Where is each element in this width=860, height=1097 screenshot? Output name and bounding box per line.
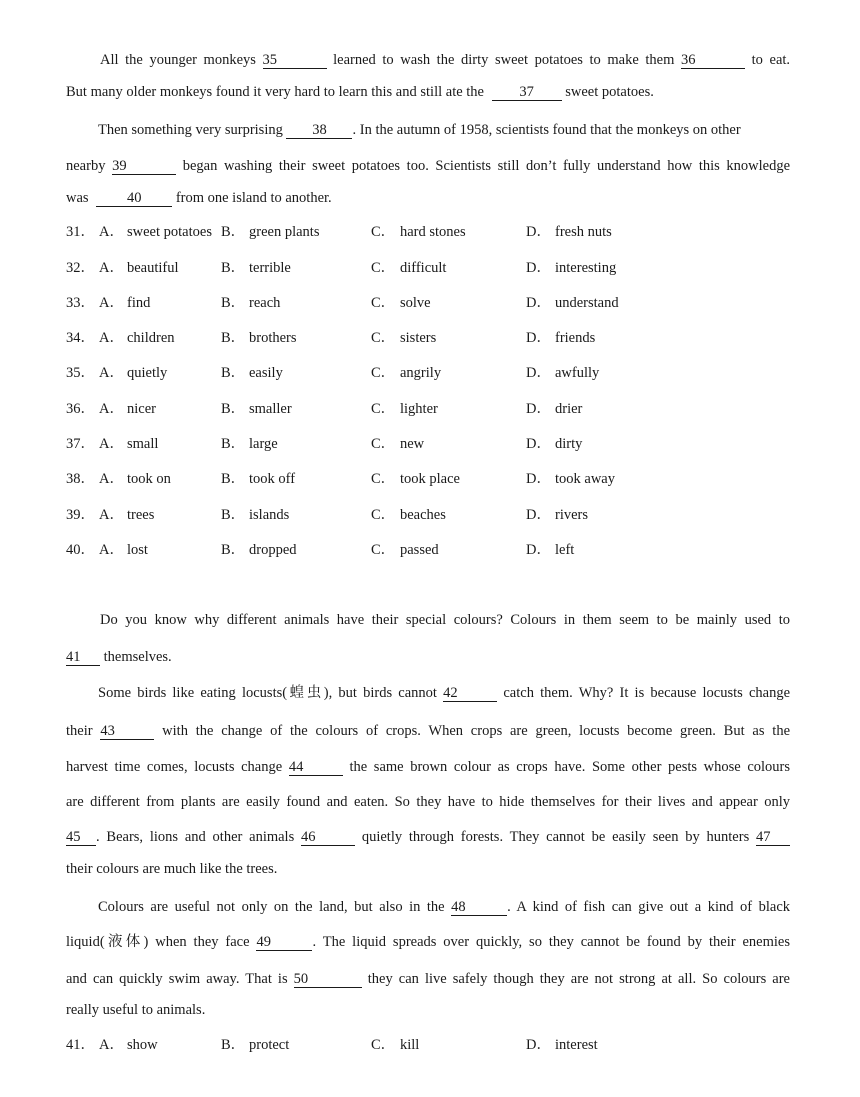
option-text: dropped — [249, 542, 297, 558]
text: . Bears, lions and other animals — [96, 829, 295, 845]
option-text: lost — [127, 542, 148, 558]
question-row — [66, 400, 790, 418]
question-number: 36． — [66, 401, 95, 417]
option-letter: D． — [526, 542, 551, 558]
option-letter: C． — [371, 365, 396, 381]
option-text: sisters — [400, 330, 437, 346]
question-row — [66, 223, 790, 241]
text: . A kind of fish can give out a kind of black — [507, 899, 791, 915]
text: the same brown colour as crops have. Some other pests whose colours — [349, 759, 791, 775]
blank-48: 48 — [451, 900, 507, 916]
option-text: large — [249, 436, 278, 452]
blank-41: 41 — [66, 650, 100, 666]
blank-43: 43 — [100, 724, 154, 740]
option-text: passed — [400, 542, 439, 558]
option-text: trees — [127, 507, 155, 523]
option-text: find — [127, 295, 151, 311]
blank-42: 42 — [443, 686, 497, 702]
passage-line — [66, 648, 790, 666]
passage-line — [100, 611, 790, 629]
option-letter: C． — [371, 260, 396, 276]
blank-46: 46 — [301, 830, 355, 846]
option-letter: C． — [371, 507, 396, 523]
text: and can quickly swim away. That is — [66, 971, 288, 987]
option-text: drier — [555, 401, 583, 417]
option-text: understand — [555, 295, 619, 311]
question-row — [66, 470, 790, 488]
blank-38: 38 — [286, 123, 352, 139]
question-row — [66, 329, 790, 347]
option-text: took away — [555, 471, 615, 487]
option-letter: C． — [371, 401, 396, 417]
option-text: smaller — [249, 401, 292, 417]
text: Do you know why different animals have their special colours? Colours in them seem to be mainly used to — [100, 612, 790, 628]
option-text: hard stones — [400, 224, 466, 240]
option-text: interest — [555, 1037, 598, 1053]
option-letter: A． — [99, 295, 124, 311]
text: began washing their sweet potatoes too. Scientists still don’t fully understand how this knowledge — [182, 158, 791, 174]
option-text: show — [127, 1037, 158, 1053]
text: harvest time comes, locusts change — [66, 759, 283, 775]
text: really useful to animals. — [66, 1002, 206, 1018]
passage-line — [66, 722, 790, 740]
option-letter: B． — [221, 471, 246, 487]
option-text: difficult — [400, 260, 447, 276]
option-text: friends — [555, 330, 596, 346]
passage-line — [98, 898, 790, 916]
question-row — [66, 259, 790, 277]
option-letter: A． — [99, 365, 124, 381]
question-number: 34． — [66, 330, 95, 346]
option-letter: D． — [526, 436, 551, 452]
option-letter: C． — [371, 542, 396, 558]
passage-line — [66, 189, 790, 207]
option-text: left — [555, 542, 575, 558]
blank-35: 35 — [263, 53, 327, 69]
question-row — [66, 364, 790, 382]
text: their colours are much like the trees. — [66, 861, 278, 877]
option-text: children — [127, 330, 175, 346]
option-letter: A． — [99, 330, 124, 346]
question-number: 38． — [66, 471, 95, 487]
option-letter: B． — [221, 1037, 246, 1053]
passage-line — [66, 933, 790, 951]
blank-50: 50 — [294, 972, 362, 988]
passage-line — [66, 758, 790, 776]
option-letter: C． — [371, 1037, 396, 1053]
text: quietly through forests. They cannot be easily seen by hunters — [361, 829, 750, 845]
passage-line — [100, 51, 790, 69]
option-letter: B． — [221, 260, 246, 276]
option-letter: A． — [99, 1037, 124, 1053]
option-text: easily — [249, 365, 283, 381]
text: with the change of the colours of crops. When crops are green, locusts become green. But as the — [162, 723, 790, 739]
question-number: 37． — [66, 436, 95, 452]
option-text: rivers — [555, 507, 589, 523]
text: . In the autumn of 1958, scientists found that the monkeys on other — [352, 122, 741, 138]
text: All the younger monkeys — [100, 52, 256, 68]
text: But many older monkeys found it very hard to learn this and still ate the — [66, 84, 484, 100]
option-letter: B． — [221, 542, 246, 558]
option-letter: D． — [526, 330, 551, 346]
passage-line — [66, 860, 790, 878]
text: was — [66, 190, 89, 206]
option-letter: A． — [99, 471, 124, 487]
text: . The liquid spreads over quickly, so they cannot be found by their enemies — [312, 934, 790, 950]
blank-44: 44 — [289, 760, 343, 776]
option-text: took off — [249, 471, 296, 487]
text: nearby — [66, 158, 106, 174]
option-letter: C． — [371, 330, 396, 346]
text: Then something very surprising — [98, 122, 283, 138]
question-number: 41． — [66, 1037, 95, 1053]
question-row — [66, 1036, 790, 1054]
question-number: 40． — [66, 542, 95, 558]
option-letter: A． — [99, 260, 124, 276]
text: from one island to another. — [175, 190, 332, 206]
option-text: islands — [249, 507, 290, 523]
text: catch them. Why? It is because locusts change — [503, 685, 791, 701]
option-text: solve — [400, 295, 431, 311]
option-text: awfully — [555, 365, 600, 381]
passage-line — [66, 793, 790, 811]
text: are different from plants are easily found and eaten. So they have to hide themselves for their lives and appear only — [66, 794, 790, 810]
option-text: brothers — [249, 330, 297, 346]
option-letter: C． — [371, 471, 396, 487]
question-number: 33． — [66, 295, 95, 311]
option-letter: B． — [221, 330, 246, 346]
option-text: fresh nuts — [555, 224, 612, 240]
text: they can live safely though they are not strong at all. So colours are — [367, 971, 790, 987]
option-text: interesting — [555, 260, 617, 276]
question-row — [66, 294, 790, 312]
option-letter: A． — [99, 224, 124, 240]
option-text: new — [400, 436, 425, 452]
option-letter: A． — [99, 507, 124, 523]
option-letter: A． — [99, 401, 124, 417]
question-number: 32． — [66, 260, 95, 276]
option-letter: B． — [221, 436, 246, 452]
question-row — [66, 541, 790, 559]
blank-39: 39 — [112, 159, 176, 175]
blank-40: 40 — [96, 191, 172, 207]
question-row — [66, 435, 790, 453]
option-letter: C． — [371, 295, 396, 311]
blank-37: 37 — [492, 85, 562, 101]
option-text: took place — [400, 471, 460, 487]
text: their — [66, 723, 93, 739]
option-text: green plants — [249, 224, 320, 240]
option-text: dirty — [555, 436, 583, 452]
text: Some birds like eating locusts(蝗虫), but birds cannot — [98, 685, 437, 701]
question-number: 39． — [66, 507, 95, 523]
option-letter: B． — [221, 295, 246, 311]
option-text: kill — [400, 1037, 420, 1053]
option-letter: D． — [526, 260, 551, 276]
text: themselves. — [103, 649, 172, 665]
option-letter: B． — [221, 401, 246, 417]
text: liquid(液体) when they face — [66, 934, 250, 950]
option-letter: A． — [99, 436, 124, 452]
text: to eat. — [751, 52, 791, 68]
passage-line — [66, 970, 790, 988]
blank-49: 49 — [256, 935, 312, 951]
option-letter: A． — [99, 542, 124, 558]
passage-line — [66, 83, 790, 101]
option-text: terrible — [249, 260, 291, 276]
option-text: beautiful — [127, 260, 179, 276]
option-text: sweet potatoes — [127, 224, 212, 240]
option-letter: B． — [221, 224, 246, 240]
passage-line — [98, 121, 790, 139]
question-row — [66, 506, 790, 524]
blank-47: 47 — [756, 830, 790, 846]
option-letter: D． — [526, 507, 551, 523]
option-text: quietly — [127, 365, 168, 381]
passage-line — [66, 1001, 790, 1019]
option-text: small — [127, 436, 159, 452]
option-letter: D． — [526, 401, 551, 417]
blank-36: 36 — [681, 53, 745, 69]
option-letter: D． — [526, 224, 551, 240]
passage-line — [66, 828, 790, 846]
option-text: protect — [249, 1037, 290, 1053]
option-letter: B． — [221, 507, 246, 523]
option-text: nicer — [127, 401, 156, 417]
question-number: 35． — [66, 365, 95, 381]
passage-line — [66, 157, 790, 175]
option-text: beaches — [400, 507, 446, 523]
option-text: reach — [249, 295, 281, 311]
option-letter: D． — [526, 1037, 551, 1053]
option-text: angrily — [400, 365, 442, 381]
question-number: 31． — [66, 224, 95, 240]
text: sweet potatoes. — [565, 84, 654, 100]
option-letter: C． — [371, 224, 396, 240]
option-letter: B． — [221, 365, 246, 381]
blank-45: 45 — [66, 830, 96, 846]
option-letter: D． — [526, 295, 551, 311]
text: learned to wash the dirty sweet potatoes to make them — [333, 52, 675, 68]
text: Colours are useful not only on the land, but also in the — [98, 899, 445, 915]
option-letter: D． — [526, 365, 551, 381]
option-text: lighter — [400, 401, 438, 417]
passage-line — [98, 684, 790, 702]
option-text: took on — [127, 471, 171, 487]
option-letter: C． — [371, 436, 396, 452]
option-letter: D． — [526, 471, 551, 487]
